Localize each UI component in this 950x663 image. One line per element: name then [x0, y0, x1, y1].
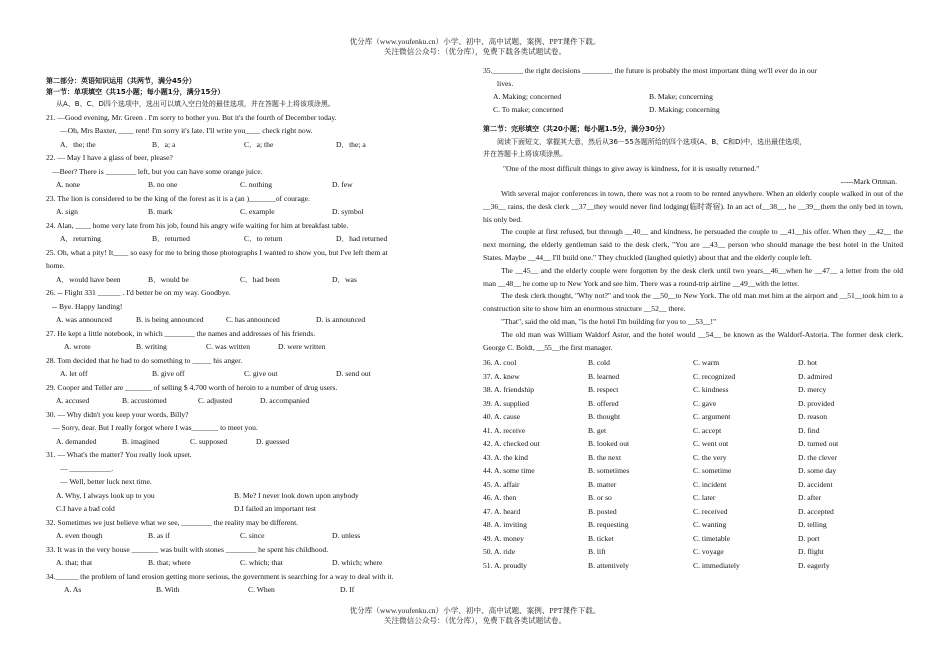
option: C．a; the	[244, 139, 274, 149]
q35-option-c: C. To make; concerned	[493, 105, 564, 114]
choice-option: C. went out	[693, 439, 729, 449]
choice-option: C. wanting	[693, 520, 727, 530]
choice-option: D. accident	[798, 479, 833, 489]
choice-option: B. learned	[588, 371, 620, 381]
option: D.I failed an important test	[234, 504, 317, 513]
choice-option: B. respect	[588, 385, 619, 395]
footer-line-2: 关注微信公众号：（优分库），免费下载各类试题试卷。	[383, 616, 567, 625]
section2-instructions-1: 阅读下面短文，掌握其大意，然后从36－55各题所给的四个选项(A、B、C和D)中，选出最佳选项，	[497, 138, 807, 146]
question-line: 34.______ the problem of land erosion getting more serious, the government is searching for a way to deal with it.	[46, 571, 394, 581]
choice-option: D. port	[798, 533, 820, 543]
option: A．the; the	[60, 139, 96, 149]
option: C. When	[248, 585, 275, 594]
choice-option: D. accepted	[798, 506, 834, 516]
option-row	[46, 558, 466, 568]
question-line: 24. Alan, ____ home very late from his job, found his angry wife waiting for him at breakfast table.	[46, 220, 349, 230]
choice-row	[483, 559, 903, 573]
choice-option: C. recognized	[693, 371, 736, 381]
choice-row	[483, 518, 903, 532]
question-line: — Well, better luck next time.	[60, 477, 152, 486]
header-line-2: 关注微信公众号：（优分库），免费下载各类试题试卷。	[383, 47, 567, 56]
option: B. no one	[148, 180, 178, 189]
choice-option: B. cold	[588, 358, 610, 368]
q35-text: 35.________ the right decisions ________ the future is probably the most important thing we'll ever do in our	[483, 66, 818, 75]
option-row	[46, 140, 466, 150]
option-row	[46, 396, 466, 406]
choice-row	[483, 505, 903, 519]
choice-row	[483, 410, 903, 424]
option: C. give out	[244, 369, 278, 378]
choice-option: D. mercy	[798, 385, 827, 395]
choice-option: B. sometimes	[588, 466, 630, 476]
q35-text-cont: lives.	[497, 79, 514, 88]
question-line: 28. Tom decided that he had to do something to _____ his anger.	[46, 355, 243, 365]
choice-option: 40. A. cause	[483, 412, 521, 422]
choice-option: 44. A. some time	[483, 466, 535, 476]
choice-option: C. voyage	[693, 547, 724, 557]
option: B. mark	[148, 207, 173, 216]
choice-row	[483, 464, 903, 478]
choice-row	[483, 491, 903, 505]
option: C. since	[240, 531, 265, 540]
option: C．had been	[240, 274, 280, 284]
choice-option: D. eagerly	[798, 560, 830, 570]
section2-instructions-2: 并在答题卡上将该项涂黑。	[483, 150, 567, 158]
option: C. supposed	[190, 436, 228, 446]
choice-option: B. thought	[588, 412, 621, 422]
q35-option-b: B. Make; concerning	[649, 92, 713, 101]
choice-option: D. flight	[798, 547, 824, 557]
choice-option: D. hot	[798, 358, 817, 368]
option: C. nothing	[240, 180, 273, 189]
question-line: — ___________.	[60, 463, 114, 473]
option: A. was announced	[56, 315, 112, 324]
option-row	[46, 369, 466, 379]
option: A. even though	[56, 531, 103, 540]
passage-paragraph: The couple at first refused, but through __40__ and kindness, he persuaded the couple to __41__his offer. When they __42__ the next morning, the elderly gentleman said to the desk clerk, "You are __43__ person who should manage the best hotel in the United States. Maybe __44__ I'll build one." They chuckled (laughed quietly) about that and the elderly couple left.	[483, 227, 903, 262]
choice-option: D. turned out	[798, 439, 839, 449]
choice-option: B. get	[588, 425, 607, 435]
choice-option: 38. A. friendship	[483, 385, 535, 395]
choice-option: 42. A. checked out	[483, 439, 540, 449]
choice-option: B. ticket	[588, 533, 614, 543]
choice-row	[483, 478, 903, 492]
option: A. wrote	[64, 342, 91, 351]
option: D. which; where	[332, 558, 383, 567]
choice-option: B. or so	[588, 493, 612, 503]
choice-option: C. timetable	[693, 533, 731, 543]
choice-option: C. argument	[693, 412, 731, 422]
choice-row	[483, 397, 903, 411]
question-line: 30. — Why didn't you keep your words, Billy?	[46, 409, 189, 419]
choice-option: B. looked out	[588, 439, 630, 449]
choice-option: 36. A. cool	[483, 358, 517, 368]
option: D. If	[340, 585, 355, 594]
choice-option: 47. A. heard	[483, 506, 521, 516]
option: A. let off	[60, 369, 88, 378]
right-column	[483, 66, 903, 572]
option: B. imagined	[122, 436, 160, 446]
option: B. writing	[136, 342, 167, 351]
part-title: 第二部分：英语知识运用（共两节，满分45分）	[46, 77, 196, 85]
choice-option: D. admired	[798, 371, 833, 381]
question-line: 23. The lion is considered to be the king of the forest as it is a (an )_______of courage.	[46, 193, 310, 203]
passage-paragraph: The __45__ and the elderly couple were forgotten by the desk clerk until two years__46__when he __47__ a letter from the old man __48__ he come up to New York and see him. There was a round-trip airline __49__with the letter.	[483, 265, 903, 288]
q35-option-d: D. Making; concerning	[649, 105, 720, 114]
choice-option: 49. A. money	[483, 533, 524, 543]
option: A. that; that	[56, 558, 93, 567]
choice-option: 39. A. supplied	[483, 398, 529, 408]
q35-option-a: A. Making; concerned	[493, 92, 562, 101]
choice-option: D. find	[798, 425, 820, 435]
section1-instructions: 从A、B、C、D四个选项中，选出可以填入空白处的最佳选项，并在答题卡上将该项涂黑。	[56, 100, 335, 108]
choice-option: 51. A. proudly	[483, 560, 527, 570]
question-line: —Beer? There is ________ left, but you can have some orange juice.	[52, 166, 263, 176]
choice-option: D. telling	[798, 520, 827, 530]
choice-option: C. later	[693, 493, 716, 503]
choice-option: B. offered	[588, 398, 619, 408]
choice-option: C. kindness	[693, 385, 729, 395]
header-line-1: 优分库（www.youfenku.cn）小学、初中、高中试题、案例、PPT课件下载。	[349, 37, 601, 46]
choice-option: B. matter	[588, 479, 617, 489]
choice-row	[483, 451, 903, 465]
option-row	[46, 504, 466, 514]
choice-option: C. received	[693, 506, 728, 516]
choice-option: 41. A. receive	[483, 425, 526, 435]
option-row	[46, 275, 466, 285]
question-line: 32. Sometimes we just believe what we see, ________ the reality may be different.	[46, 517, 299, 527]
option-row	[46, 234, 466, 244]
question-line: 27. He kept a little notebook, in which ________ the names and addresses of his friends.	[46, 328, 316, 338]
choice-row	[483, 383, 903, 397]
question-line: 26. -- Flight 331 ______ . I'd better be on my way. Goodbye.	[46, 288, 231, 297]
choice-option: D. reason	[798, 412, 828, 422]
cloze-choices	[483, 356, 903, 572]
choice-option: D. provided	[798, 398, 835, 408]
option-row	[46, 491, 466, 501]
option: B. is being announced	[136, 315, 204, 324]
question-line: 33. It was in the very house _______ was built with stones ________ he spent his childhood.	[46, 544, 329, 554]
choice-row	[483, 545, 903, 559]
choice-row	[483, 437, 903, 451]
choice-option: D. after	[798, 493, 822, 503]
option: C. which; that	[240, 558, 283, 567]
choice-option: B. lift	[588, 547, 606, 557]
option: D．had returned	[336, 234, 388, 243]
choice-option: 50. A. ride	[483, 547, 516, 557]
passage-paragraph: The desk clerk thought, "Why not?" and took the __50__to New York. The old man met him at the airport and __51__took him to a construction site to show him an enormous structure __52__ there.	[483, 291, 903, 314]
question-list	[46, 113, 466, 596]
choice-option: 48. A. inviting	[483, 520, 527, 530]
choice-row	[483, 424, 903, 438]
option-row	[46, 585, 466, 595]
option: B．would be	[148, 274, 189, 284]
option-row	[46, 315, 466, 325]
passage-paragraph: With several major conferences in town, there was not a room to be rented anywhere. When an elderly couple walked in out of the __36__ rains, the desk clerk __37__they would never find lodging(临时寄宿). In an act of__38__, he __39__them the only bed in town, his only bed.	[483, 189, 903, 224]
option: A．would have been	[56, 274, 121, 284]
choice-option: C. warm	[693, 358, 720, 368]
choice-option: B. requesting	[588, 520, 629, 530]
choice-option: 37. A. knew	[483, 371, 520, 381]
option: D．was	[332, 274, 357, 284]
quote: "One of the most difficult things to give away is kindness, for it is usually returned."	[503, 164, 760, 173]
option: B. accustomed	[122, 396, 167, 405]
option: A. Why, I always look up to you	[56, 490, 155, 500]
choice-option: 46. A. then	[483, 493, 517, 503]
option: C. has announced	[226, 315, 280, 324]
option: D. unless	[332, 531, 361, 540]
choice-option: 45. A. affair	[483, 479, 520, 489]
option: B．a; a	[152, 139, 176, 149]
option-row	[46, 531, 466, 541]
choice-option: C. sometime	[693, 466, 732, 476]
option: B. that; where	[148, 558, 191, 567]
quote-author: -----Mark Ortman.	[840, 177, 897, 186]
option: A. accused	[56, 396, 90, 405]
option: A．returning	[60, 234, 101, 243]
question-line: 22. — May I have a glass of beer, please?	[46, 153, 173, 162]
question-line: 21. —Good evening, Mr. Green . I'm sorry to bother you. But it's the fourth of December today.	[46, 112, 337, 122]
passage-paragraph: "That", said the old man, "is the hotel I'm building for you to __53__!"	[501, 316, 717, 326]
option: D. is announced	[316, 315, 366, 324]
choice-option: C. immediately	[693, 560, 740, 570]
choice-option: C. gave	[693, 398, 717, 408]
option: C．to return	[244, 234, 283, 243]
left-column	[46, 76, 466, 595]
choice-option: B. attentively	[588, 560, 629, 570]
choice-option: C. incident	[693, 479, 727, 489]
option: A. As	[64, 585, 82, 594]
option: D. send out	[336, 369, 371, 378]
option: A. demanded	[56, 436, 97, 446]
option: C. adjusted	[198, 396, 233, 405]
choice-row	[483, 370, 903, 384]
option-row	[46, 437, 466, 447]
option: C.I have a bad cold	[56, 504, 115, 513]
option: D. few	[332, 180, 353, 189]
option: B. With	[156, 585, 180, 594]
option: B. Me? I never look down upon anybody	[234, 490, 359, 500]
option: D. accompanied	[260, 396, 310, 405]
choice-option: D. some day	[798, 466, 837, 476]
option: D. symbol	[332, 207, 364, 216]
choice-option: C. accept	[693, 425, 722, 435]
option-row	[46, 180, 466, 190]
option: B. give off	[152, 369, 185, 378]
option-row	[46, 207, 466, 217]
question-line: home.	[46, 261, 65, 270]
question-line: 25. Oh, what a pity! It____ so easy for me to bring those photographs I wanted to show you, but I've left them at	[46, 247, 388, 257]
section2-title: 第二节：完形填空（共20小题；每小题1.5分，满分30分）	[483, 125, 669, 133]
option: A. none	[56, 180, 81, 189]
question-line: 29. Cooper and Teller are _______ of selling $ 4,700 worth of heroin to a number of drug users.	[46, 382, 338, 392]
q35-options-row1	[483, 92, 903, 102]
option: C. was written	[206, 342, 251, 351]
cloze-passage	[483, 188, 903, 354]
option: C. example	[240, 207, 275, 216]
option: B. as if	[148, 531, 170, 540]
question-line: -- Bye. Happy landing!	[52, 301, 123, 311]
choice-option: C. the very	[693, 452, 727, 462]
choice-option: B. posted	[588, 506, 617, 516]
option: D. guessed	[256, 436, 290, 446]
section1-title: 第一节：单项填空（共15小题；每小题1分，满分15分）	[46, 88, 225, 96]
footer-line-1: 优分库（www.youfenku.cn）小学、初中、高中试题、案例、PPT课件下载。	[349, 606, 601, 615]
choice-option: D. the clever	[798, 452, 838, 462]
option: D．the; a	[336, 139, 366, 149]
option: A. sign	[56, 207, 78, 216]
question-line: 31. — What's the matter? You really look upset.	[46, 450, 192, 459]
question-line: —Oh, Mrs Baxter, ____ rent! I'm sorry it's late. I'll write you____ check right now.	[60, 126, 313, 135]
choice-row	[483, 356, 903, 370]
option: D. were written	[278, 342, 326, 351]
choice-row	[483, 532, 903, 546]
choice-option: B. the next	[588, 452, 622, 462]
question-line: — Sorry, dear. But I really forgot where I was_______ to meet you.	[52, 423, 258, 432]
choice-option: 43. A. the kind	[483, 452, 528, 462]
option-row	[46, 342, 466, 352]
option: B．returned	[152, 234, 190, 243]
passage-paragraph: The old man was William Waldorf Astor, and the hotel would __54__ be known as the Waldorf-Astoria. The former desk clerk, George C. Boldt, __55__the first manager.	[483, 329, 903, 352]
q35-options-row2	[483, 105, 903, 115]
